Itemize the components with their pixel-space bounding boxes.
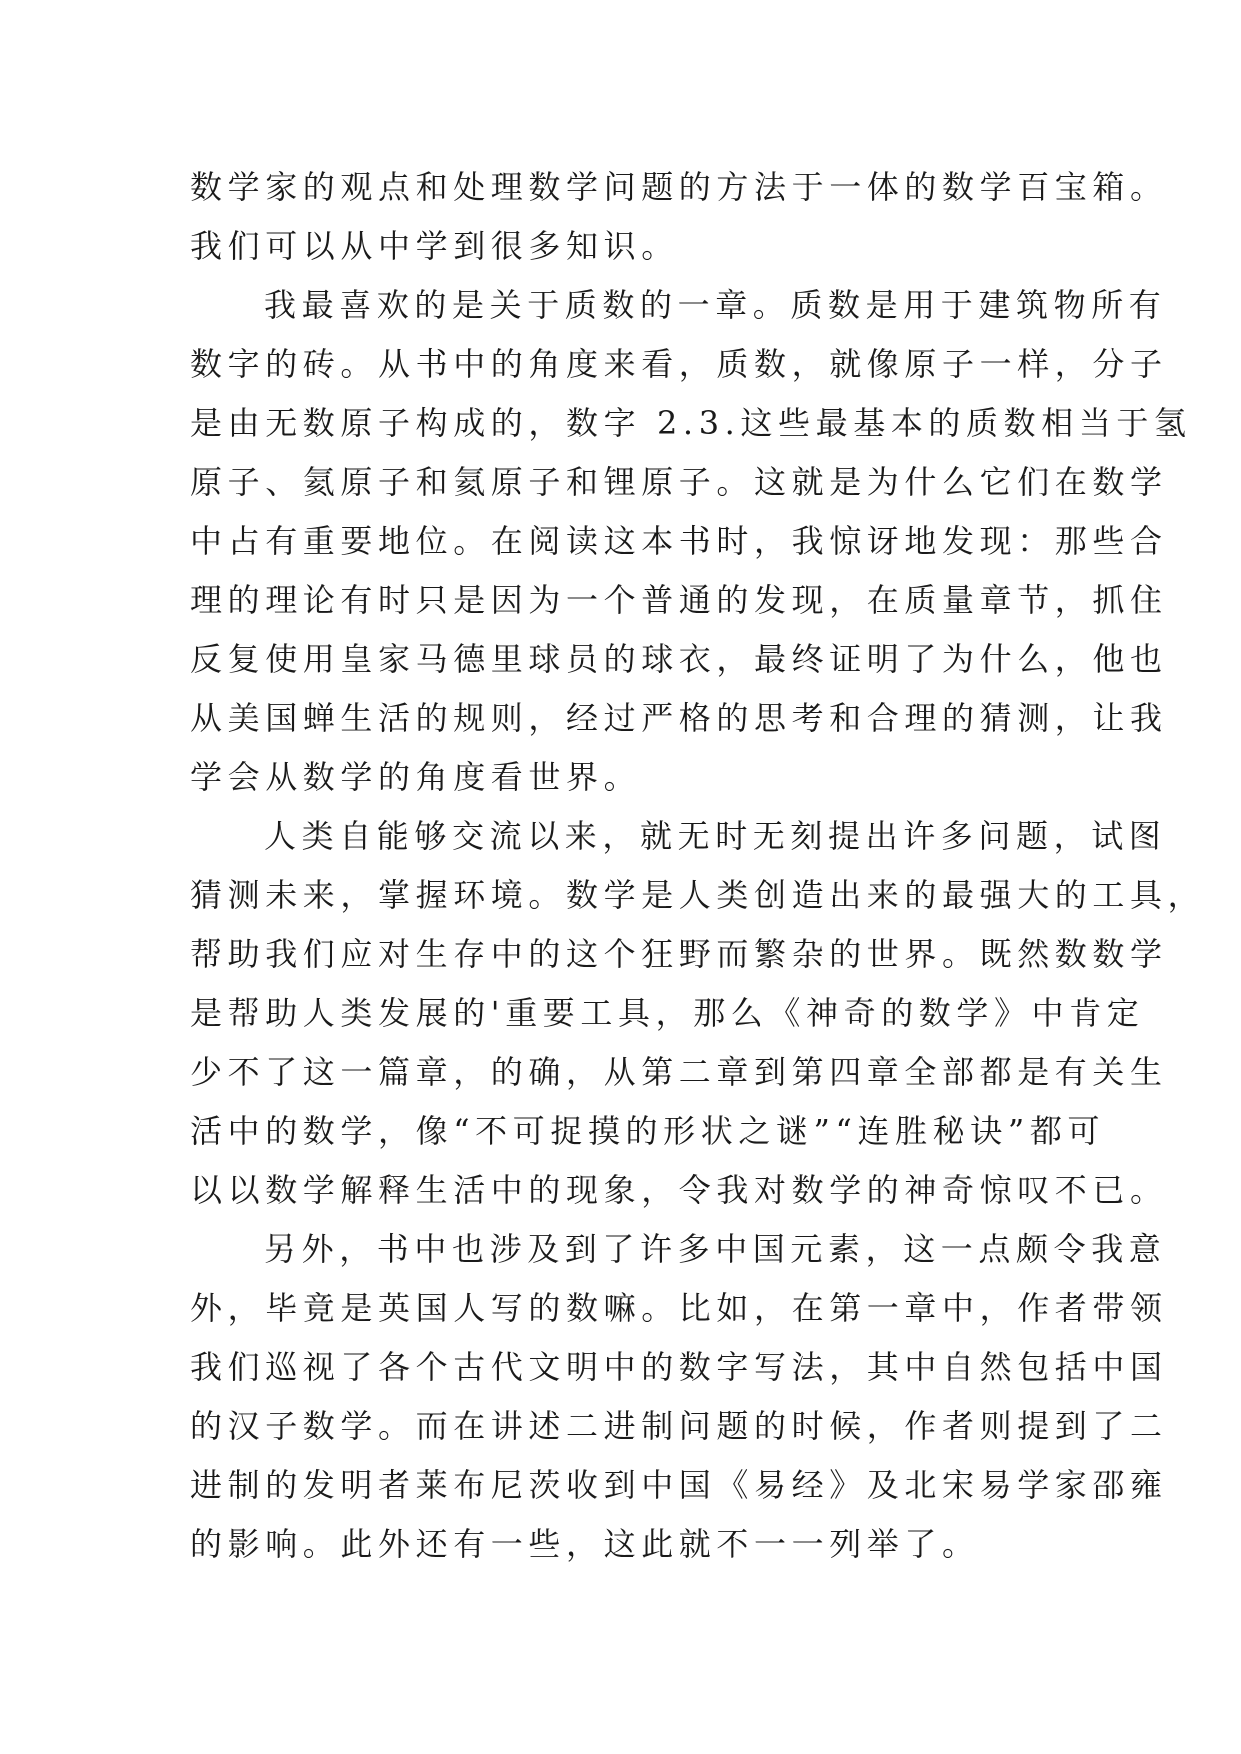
text-line: 学会从数学的角度看世界。 [190, 758, 642, 796]
text-line: 的汉子数学。而在讲述二进制问题的时候，作者则提到了二 [190, 1407, 1168, 1445]
text-line: 人类自能够交流以来，就无时无刻提出许多问题，试图 [264, 817, 1167, 855]
paragraph-2 [190, 276, 1192, 807]
text-line: 我们可以从中学到很多知识。 [190, 227, 679, 265]
text-line: 中占有重要地位。在阅读这本书时，我惊讶地发现：那些合 [190, 522, 1168, 560]
text-line: 理的理论有时只是因为一个普通的发现，在质量章节，抓住 [190, 581, 1168, 619]
text-line: 少不了这一篇章，的确，从第二章到第四章全部都是有关生 [190, 1053, 1168, 1091]
paragraph-3 [190, 807, 1206, 1220]
text-line: 数字的砖。从书中的角度来看，质数，就像原子一样，分子 [190, 345, 1168, 383]
text-line: 外，毕竟是英国人写的数嘛。比如，在第一章中，作者带领 [190, 1289, 1168, 1327]
text-line: 帮助我们应对生存中的这个狂野而繁杂的世界。既然数数学 [190, 935, 1168, 973]
text-line: 是帮助人类发展的'重要工具，那么《神奇的数学》中肯定 [190, 994, 1145, 1032]
paragraph-1 [190, 158, 1168, 276]
text-line: 反复使用皇家马德里球员的球衣，最终证明了为什么，他也 [190, 640, 1168, 678]
text-line: 是由无数原子构成的，数字 2.3.这些最基本的质数相当于氢 [190, 404, 1192, 442]
text-line: 以以数学解释生活中的现象，令我对数学的神奇惊叹不已。 [190, 1171, 1168, 1209]
essay-body [190, 158, 1206, 1574]
text-line: 我们巡视了各个古代文明中的数字写法，其中自然包括中国 [190, 1348, 1168, 1386]
text-line: 我最喜欢的是关于质数的一章。质数是用于建筑物所有 [264, 286, 1167, 324]
text-line: 活中的数学，像“不可捉摸的形状之谜”“连胜秘诀”都可 [190, 1112, 1106, 1150]
text-line: 数学家的观点和处理数学问题的方法于一体的数学百宝箱。 [190, 168, 1168, 206]
text-line: 猜测未来，掌握环境。数学是人类创造出来的最强大的工具， [190, 876, 1206, 914]
paragraph-4 [190, 1220, 1168, 1574]
text-line: 从美国蝉生活的规则，经过严格的思考和合理的猜测，让我 [190, 699, 1168, 737]
text-line: 另外，书中也涉及到了许多中国元素，这一点颇令我意 [264, 1230, 1167, 1268]
text-line: 进制的发明者莱布尼茨收到中国《易经》及北宋易学家邵雍 [190, 1466, 1168, 1504]
text-line: 原子、氦原子和氦原子和锂原子。这就是为什么它们在数学 [190, 463, 1168, 501]
text-line: 的影响。此外还有一些，这此就不一一列举了。 [190, 1525, 980, 1563]
